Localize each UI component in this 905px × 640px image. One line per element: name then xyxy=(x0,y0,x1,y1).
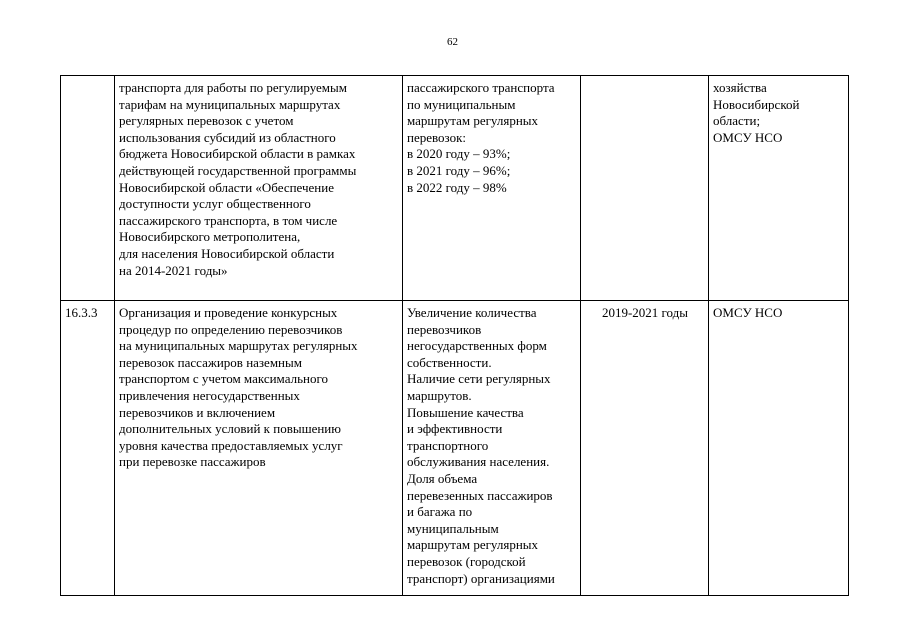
executor-cell: ОМСУ НСО xyxy=(709,301,849,596)
item-number-cell xyxy=(61,76,115,301)
period-cell xyxy=(581,76,709,301)
item-number-cell: 16.3.3 xyxy=(61,301,115,596)
result-cell: пассажирского транспорта по муниципальным маршрутам регулярных перевозок: в 2020 году – 93%; в 2021 году – 96%; в 2022 году – 98% xyxy=(403,76,581,301)
table-row xyxy=(61,301,849,596)
executor-cell: хозяйства Новосибирской области; ОМСУ НСО xyxy=(709,76,849,301)
result-cell: Увеличение количества перевозчиков негосударственных форм собственности. Наличие сети регулярных маршрутов. Повышение качества и эффективности транспортного обслуживания населения. Доля объема перевезенных пассажиров и багажа по муниципальным маршрутам регулярных перевозок (городской транспорт) организациями xyxy=(403,301,581,596)
measures-table xyxy=(60,75,849,596)
table-row xyxy=(61,76,849,301)
page-number: 62 xyxy=(447,36,458,48)
action-cell: транспорта для работы по регулируемым тарифам на муниципальных маршрутах регулярных перевозок с учетом использования субсидий из областного бюджета Новосибирской области в рамках действующей государственной программы Новосибирской области «Обеспечение доступности услуг общественного пассажирского транспорта, в том числе Новосибирского метрополитена, для населения Новосибирской области на 2014-2021 годы» xyxy=(115,76,403,301)
action-cell: Организация и проведение конкурсных процедур по определению перевозчиков на муниципальных маршрутах регулярных перевозок пассажиров наземным транспортом с учетом максимального привлечения негосударственных перевозчиков и включением дополнительных условий к повышению уровня качества предоставляемых услуг при перевозке пассажиров xyxy=(115,301,403,596)
period-cell: 2019-2021 годы xyxy=(581,301,709,596)
